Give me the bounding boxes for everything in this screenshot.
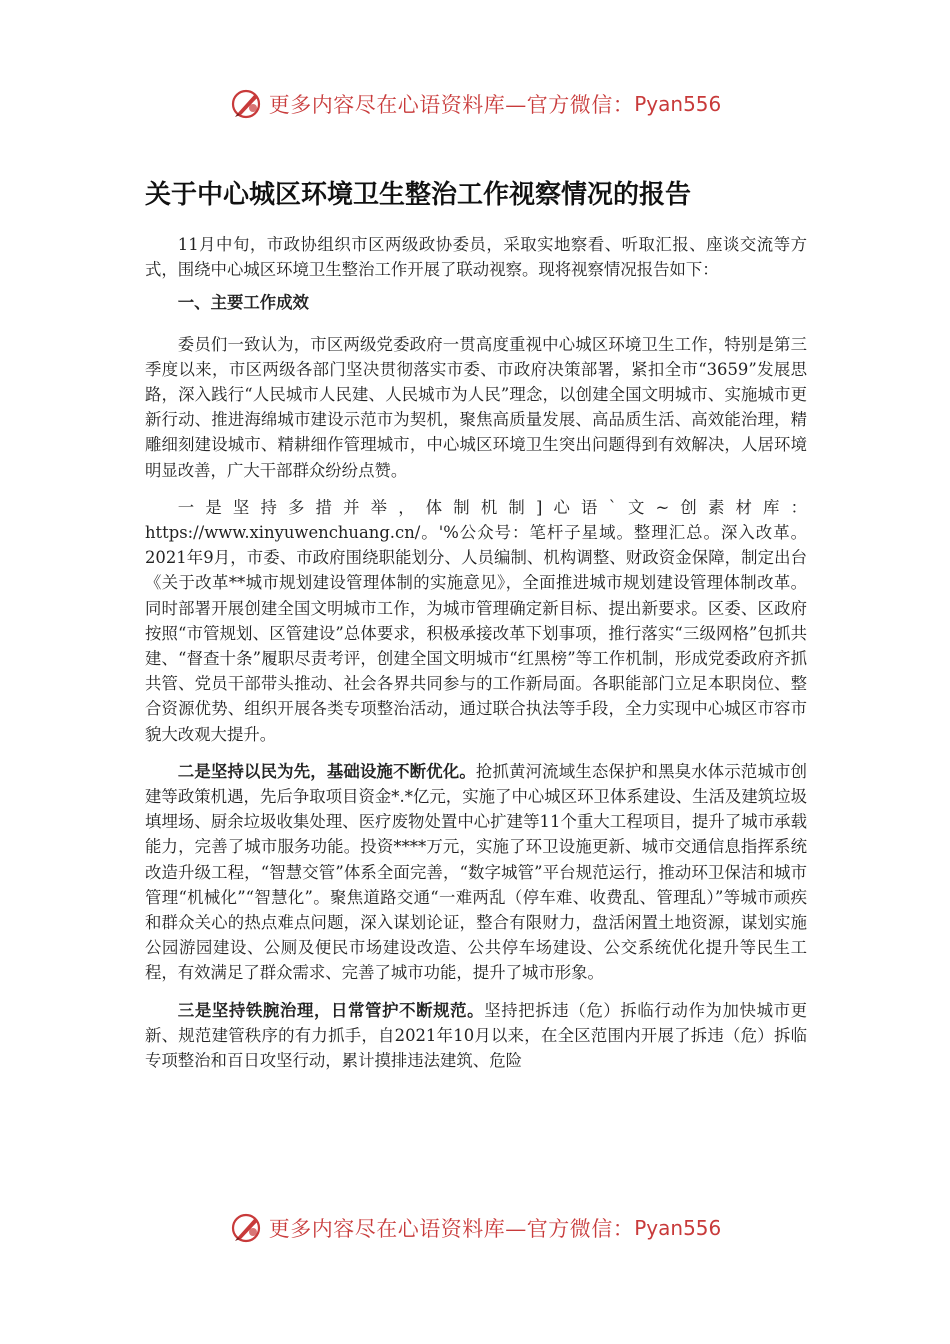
- paragraph-lead: 二是坚持以民为先，基础设施不断优化。: [177, 761, 476, 781]
- paragraph-governance: [145, 998, 807, 1074]
- writing-hand-logo-icon: [229, 1210, 265, 1246]
- document-title: 关于中心城区环境卫生整治工作视察情况的报告: [145, 180, 692, 210]
- paragraph-lead: 三是坚持铁腕治理，日常管护不断规范。: [177, 1000, 485, 1020]
- header-banner: [0, 84, 950, 124]
- writing-hand-logo-icon: [229, 86, 265, 122]
- paragraph-text: 抢抓黄河流域生态保护和黑臭水体示范城市创建等政策机遇，先后争取项目资金*.*亿元，实施了中心城区环卫体系建设、生活及建筑垃圾填埋场、厨余垃圾收集处理、医疗废物处置中心扩建等11个重大工程项目，提升了城市承载能力，完善了城市服务功能。投资****万元，实施了环卫设施更新、城市交通信息指挥系统改造升级工程，“智慧交管”体系全面完善，“数字城管”平台规范运行，推动环卫保洁和城市管理“机械化”“智慧化”。聚焦道路交通“一难两乱（停车难、收费乱、管理乱）”等城市顽疾和群众关心的热点难点问题，深入谋划论证，整合有限财力，盘活闲置土地资源，谋划实施公园游园建设、公厕及便民市场建设改造、公共停车场建设、公交系统优化提升等民生工程，有效满足了群众需求、完善了城市功能，提升了城市形象。: [145, 761, 807, 983]
- paragraph-reform: 一是坚持多措并举，体制机制]心语`文~创素材库：https://www.xinyuwenchuang.cn/。'%公众号：笔杆子星域。整理汇总。深入改革。2021年9月，市委、市政府围绕职能划分、人员编制、机构调整、财政资金保障，制定出台《关于改革**城市规划建设管理体制的实施意见》，全面推进城市规划建设管理体制改革。同时部署开展创建全国文明城市工作，为城市管理确定新目标、提出新要求。区委、区政府按照“市管规划、区管建设”总体要求，积极承接改革下划事项，推行落实“三级网格”包抓共建、“督查十条”履职尽责考评，创建全国文明城市“红黑榜”等工作机制，形成党委政府齐抓共管、党员干部带头推动、社会各界共同参与的工作新局面。各职能部门立足本职岗位、整合资源优势、组织开展各类专项整治活动，通过联合执法等手段，全力实现中心城区市容市貌大改观大提升。: [145, 497, 807, 744]
- document-body: [145, 232, 807, 1081]
- paragraph-text: 坚持把拆违（危）拆临行动作为加快城市更新、规范建管秩序的有力抓手，自2021年10月以来，在全区范围内开展了拆违（危）拆临专项整治和百日攻坚行动，累计摸排违法建筑、危险: [145, 1000, 807, 1071]
- footer-banner: [0, 1208, 950, 1248]
- banner-text: 更多内容尽在心语资料库—官方微信：: [268, 93, 635, 117]
- intro-paragraph: 11月中旬，市政协组织市区两级政协委员，采取实地察看、听取汇报、座谈交流等方式，围绕中心城区环境卫生整治工作开展了联动视察。现将视察情况报告如下：: [145, 235, 807, 280]
- banner-wechat-id: Pyan556: [634, 1216, 722, 1240]
- banner-text: 更多内容尽在心语资料库—官方微信：: [268, 1217, 635, 1241]
- banner-wechat-id: Pyan556: [634, 92, 722, 116]
- paragraph-overview: 委员们一致认为，市区两级党委政府一贯高度重视中心城区环境卫生工作，特别是第三季度以来，市区两级各部门坚决贯彻落实市委、市政府决策部署，紧扣全市“3659”发展思路，深入践行“人民城市人民建、人民城市为人民”理念，以创建全国文明城市、实施城市更新行动、推进海绵城市建设示范市为契机，聚焦高质量发展、高品质生活、高效能治理，精雕细刻建设城市、精耕细作管理城市，中心城区环境卫生突出问题得到有效解决，人居环境明显改善，广大干部群众纷纷点赞。: [145, 334, 807, 480]
- paragraph-infrastructure: [145, 759, 807, 986]
- section-heading: 一、主要工作成效: [177, 293, 309, 313]
